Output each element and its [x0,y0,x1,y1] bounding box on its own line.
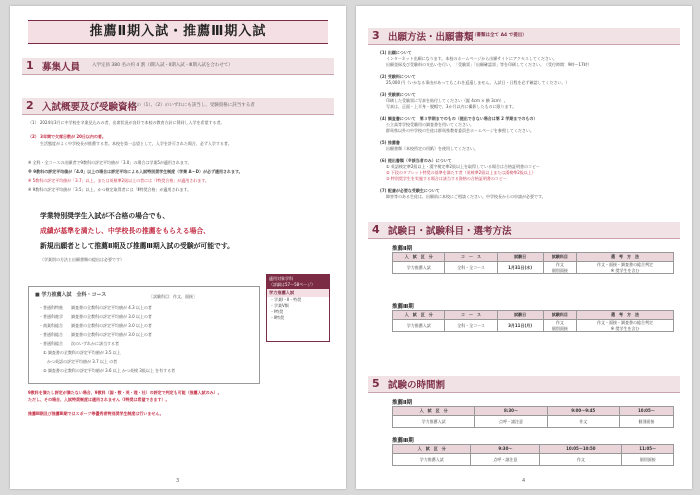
table-row: 学力推薦入試 点呼・諸注意 作文 個別面接 [393,454,674,466]
doc-heading: (3) 受験票について [380,92,416,97]
box-row: かつ英語の評定平均値が 3.7 以上 の者 [39,359,118,364]
section-recruitment [22,58,334,75]
section-timetable [368,376,680,393]
requirement-2-detail: 生活態度がよく中学校長が推薦する者。本校を第一志望として、入学を許可された場合、必ず入学する者。 [28,141,232,146]
section-overview [22,98,334,115]
section-title: 入試概要及び受験資格 [42,102,138,113]
table-label: 推薦Ⅲ期 [392,304,414,310]
footnote-3: 推薦Ⅲ期及び推薦Ⅲ期ではスポーツ等優秀者特別奨学生制度は行いません。 [28,411,164,416]
box-row: ・普通科総合 調査書の全教科の評定平均値が 3.0 以上の者 [39,332,152,337]
highlight-line-1: 学業特別奨学生入試が不合格の場合でも、 [40,212,170,220]
page-number: 4 [522,478,526,484]
section-number: 2 [26,99,34,112]
section-note: 入学定員 380 名の約 4 割（Ⅰ期入試・Ⅱ期入試・Ⅲ期入試を合わせて） [92,63,233,68]
box-row: ・商業科総合 調査書の全教科の評定平均値が 3.0 以上の者 [39,323,152,328]
note-4: ※ 9教科の評定平均値が「3.5」以上、かつ検定取得者には「Ⅱ特奨合格」が適用されます。 [28,187,192,192]
doc-heading: (6) 提出書類（※該当者のみ）について [380,158,452,163]
table-row: 学力推薦入試 全科・全コース 1月31日(水) 作文 個別面接 作文・面接・調査書の総合判定 ※ 奨学生を含む [393,262,674,274]
section-title: 出願方法・出願書類 [388,32,474,43]
doc-heading: (4) 調査書について 第３学期までのもの（提出できない場合は第 2 学期までのもの） [380,116,538,121]
requirement-1: （1） 2024年3月に中学校を卒業見込みの者、出席状況が良好で本校の教育方針に賛同し入学を希望する者。 [28,120,225,125]
note-3: ※ 5教科の評定平均値が「3.7」以上、または英検準2級以上の者には「Ⅰ特奨合格」が適用されます。 [28,178,209,183]
doc-line: 群馬県以外の中学校の生徒は群馬県教育委員会ホームページを参照してください。 [386,128,534,133]
panel-header: 適用対象学科 （詳細は57～58ページ） [267,275,329,289]
highlight-line-3: 新規出願者として推薦Ⅱ期及び推薦Ⅲ期入試の受験が可能です。 [40,242,234,250]
box-row: ・普通科総合 次のいずれかに該当する者 [39,341,119,346]
section-title: 試験の時間割 [388,380,446,391]
box-row: ・普通科進学 調査書の全教科の評定平均値が 3.0 以上の者 [39,314,152,319]
box-row: ② 調査書の全教科の評定平均値が 3.6 以上 かつ英検 3級以上 を有する者 [39,368,176,373]
page-right [356,6,692,489]
box-heading: ■ 学力推薦入試 全科・コース [35,292,107,298]
doc-heading: (5) 推薦書 [380,140,400,145]
section-exam-info [368,222,680,239]
page-title: 推薦Ⅱ期入試・推薦Ⅲ期入試 [28,20,328,44]
panel-item: ・学業Ⅰ・Ⅱ・特奨 [270,297,302,302]
doc-heading: (2) 受験料について [380,74,416,79]
timetable-2: 入 試 区 分 8:30～ 9:00～9:45 10:05～ 学力推薦入試 点呼・諸注意 作文 個別面接 [392,406,674,428]
doc-line: 25,000 円（いかなる事由があってもこれを返還しません。入試日・日程を必ず確認してください。） [386,80,570,85]
timetable-3: 入 試 区 分 9:30～ 10:05～10:50 11:05～ 学力推薦入試 点呼・諸注意 作文 個別面接 [392,444,674,466]
exam-table-3: 入 試 区 分 コ ー ス 試験日 試験科目 選 考 方 法 学力推薦入試 全科・全コース 3月11日(月) 作文 個別面接 作文・面接・調査書の総合判定 ※ 奨学生を含む [392,310,674,332]
panel-item: ・Ⅰ特奨 [270,309,284,314]
doc-line: 出願登録及び受験料の支払いを行い、「受験票」「出願確認票」等を印刷してください。（受付時間：9時～17時） [386,62,592,67]
footnote-1: 9教科を満たし評定が満たない場合、9教科（国・数・英・理・社）の評定で判定も可能（推薦入試のみ）。 [28,390,222,395]
box-row: ・普通科特進 調査書の全教科の評定平均値が 4.3 以上の者 [39,305,152,310]
table-label: 推薦Ⅱ期 [392,400,413,406]
exam-table-2: 入 試 区 分 コ ー ス 試験日 試験科目 選 考 方 法 学力推薦入試 全科・全コース 1月31日(水) 作文 個別面接 作文・面接・調査書の総合判定 ※ 奨学生を含む [392,252,674,274]
section-number: 3 [372,29,380,42]
doc-line: 公立高等学校受験用の調査書を用いてください。 [386,122,474,127]
panel-item: ・学業Ⅴ類 [270,303,289,308]
section-number: 4 [372,223,380,236]
panel-item: ・Ⅱ特奨 [270,315,284,320]
table-row: 学力推薦入試 全科・全コース 3月11日(月) 作文 個別面接 作文・面接・調査書の総合判定 ※ 奨学生を含む [393,320,674,332]
section-note: 次の（1）、（2）のいずれにも該当し、受験資格に該当する者 [132,103,255,108]
section-application [368,28,680,45]
table-row: 学力推薦入試 点呼・諸注意 作文 個別面接 [393,416,674,428]
table-label: 推薦Ⅲ期 [392,438,414,444]
section-note: （書類は全て A4 で提出） [472,33,527,38]
note-1: ※ 全科・全コースの出願者で9教科の評定平均値が「3.0」の場合は学業5が適用されます。 [28,160,192,165]
doc-line: 写真は、正面・上半身・脱帽で、3か月以内に撮影したものに限ります。 [386,104,517,109]
section-title: 募集人員 [42,62,81,73]
doc-line: インターネット出願になります。本校のホームページから出願サイトにアクセスしてください。 [386,56,557,61]
table-label: 推薦Ⅱ期 [392,246,413,252]
doc-line: 出願書類（本校所定の用紙）を使用してください。 [386,146,478,151]
doc-line: 障害等のある生徒は、出願前に本校にご相談ください。中学校長からの申請が必要です。 [386,194,546,199]
doc-line: ② 下段のタブレット特奨の基準を満たす者（英検準2級以上または漢検準2級以上） [386,170,536,175]
note-2: ※ 9教科の評定平均値が「4.0」以上の場合は評定平均による入試特別奨学生制度（学業 A～D）が必ず適用されます。 [28,169,243,174]
academic-recommend-box [28,286,260,384]
section-number: 1 [26,59,34,72]
section-number: 5 [372,377,380,390]
footnote-2: ただし、その場合、入試特奨制度は適用されません（Ⅰ特奨は希望できます）。 [28,397,170,402]
page-left [10,6,346,489]
page-number: 3 [176,478,180,484]
applicable-courses-panel [266,274,330,342]
doc-heading: (7) 配慮が必要な受験生について [380,188,440,193]
doc-heading: (1) 出願について [380,50,412,55]
box-heading-note: ［試験科目：作文、面接］ [149,293,197,299]
box-row: ① 調査書の全教科の評定平均値が 3.5 以上 [39,350,121,355]
highlight-note: （学業別の方法と出願書類の提出は必要です） [40,257,124,262]
section-title: 試験日・試験科目・選考方法 [388,226,512,237]
highlight-line-2: 成績が基準を満たし、中学校長の推薦をもらえる場合、 [40,227,210,235]
doc-line: 印刷した受験票に写真を貼付してください（縦 4cm × 横 3cm）。 [386,98,508,103]
requirement-2: （2） 3年間で欠席日数が 20日以内の者。 [28,134,106,139]
doc-line: ③ 特別奨学生を実施する場合は該当する資格の合格証明書のコピー [386,176,507,181]
doc-line: ① 英語検定準2級以上・漢字検定準2級以上を取得している場合は合格証明書のコピー [386,164,540,169]
panel-section: 学力推薦入試 [267,289,329,297]
